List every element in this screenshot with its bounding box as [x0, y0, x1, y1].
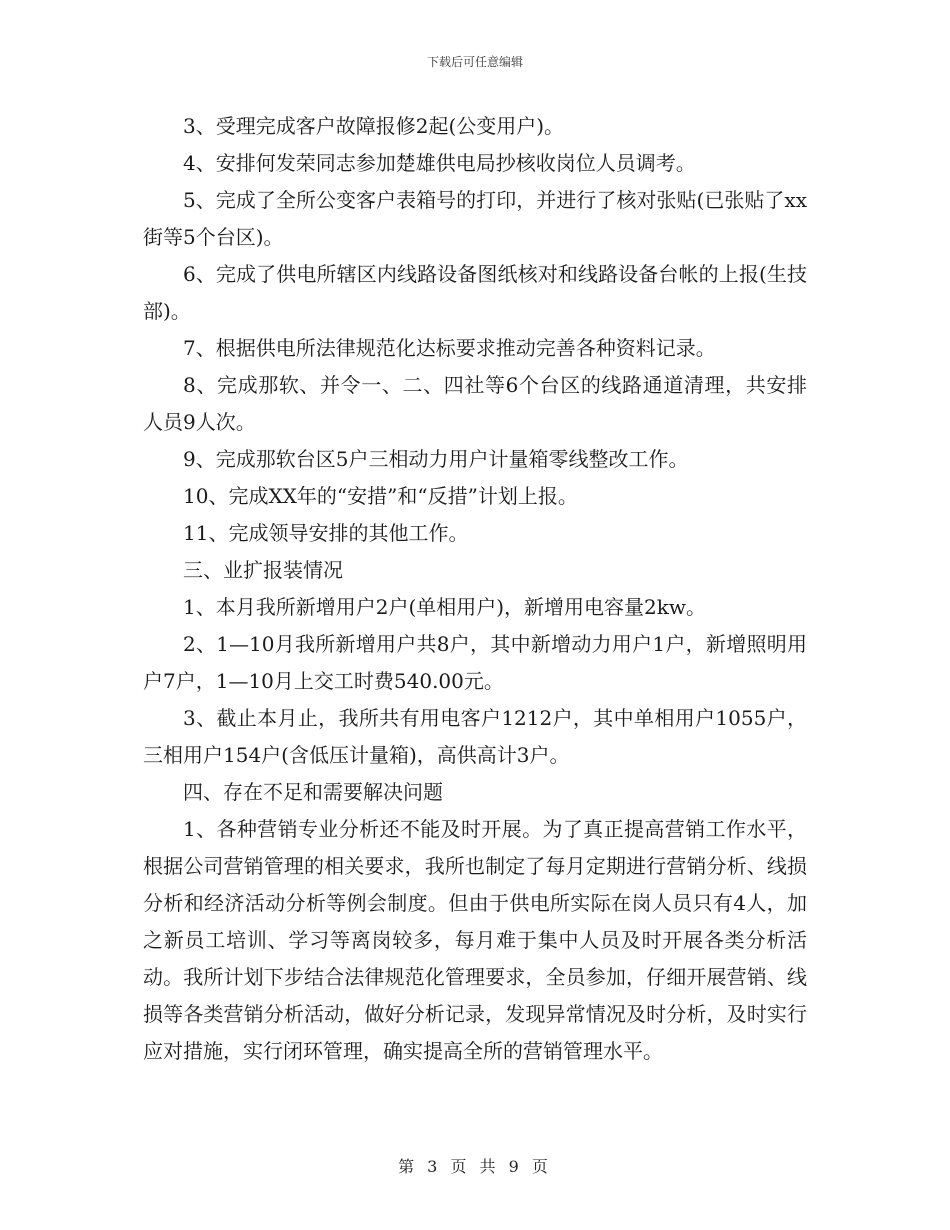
paragraph: 5、完成了全所公变客户表箱号的打印，并进行了核对张贴(已张贴了xx街等5个台区)。 [143, 188, 807, 249]
section-heading: 三、业扩报装情况 [183, 558, 343, 582]
page-number: 第 3 页 共 9 页 [398, 1157, 552, 1176]
paragraph: 7、根据供电所法律规范化达标要求推动完善各种资料记录。 [183, 336, 716, 360]
paragraph: 2、1—10月我所新增用户共8户，其中新增动力用户1户，新增照明用户7户，1—10月上交工时费540.00元。 [143, 632, 807, 693]
paragraph: 3、截止本月止，我所共有用电客户1212户，其中单相用户1055户，三相用户154户(含低压计量箱)，高供高计3户。 [143, 706, 807, 767]
page-header: 下载后可任意编辑 [426, 55, 523, 69]
paragraph: 10、完成XX年的“安措”和“反措”计划上报。 [183, 484, 578, 508]
section-heading: 四、存在不足和需要解决问题 [183, 780, 443, 804]
paragraph: 1、各种营销专业分析还不能及时开展。为了真正提高营销工作水平，根据公司营销管理的相关要求，我所也制定了每月定期进行营销分析、线损分析和经济活动分析等例会制度。但由于供电所实际在岗人员只有4人，加之新员工培训、学习等离岗较多，每月难于集中人员及时开展各类分析活动。我所计划下步结合法律规范化管理要求，全员参加，仔细开展营销、线损等各类营销分析活动，做好分析记录，发现异常情况及时分析，及时实行应对措施，实行闭环管理，确实提高全所的营销管理水平。 [143, 817, 807, 1063]
paragraph: 11、完成领导安排的其他工作。 [183, 521, 469, 545]
paragraph: 8、完成那软、并令一、二、四社等6个台区的线路通道清理，共安排人员9人次。 [143, 373, 807, 434]
paragraph: 9、完成那软台区5户三相动力用户计量箱零线整改工作。 [183, 447, 689, 471]
paragraph: 1、本月我所新增用户2户(单相用户)，新增用电容量2kw。 [183, 595, 707, 619]
paragraph: 3、受理完成客户故障报修2起(公变用户)。 [183, 114, 565, 138]
document-body [143, 108, 807, 1070]
paragraph: 6、完成了供电所辖区内线路设备图纸核对和线路设备台帐的上报(生技部)。 [143, 262, 807, 323]
paragraph: 4、安排何发荣同志参加楚雄供电局抄核收岗位人员调考。 [183, 151, 696, 175]
